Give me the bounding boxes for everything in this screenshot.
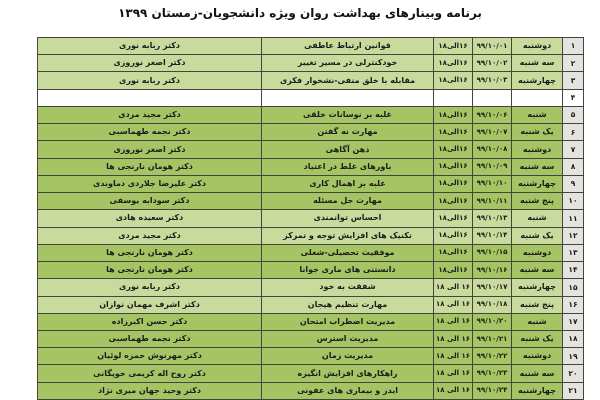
row-day-cell (511, 90, 562, 106)
table-row (38, 159, 583, 176)
row-topic-cell: غلبه بر نوسانات خلقی (261, 107, 433, 123)
row-day-cell: شنبه (511, 314, 562, 330)
row-date-cell: ۹۹/۱۰/۱۵ (472, 245, 511, 261)
row-date-cell: ۹۹/۱۰/۱۴ (472, 228, 511, 244)
row-number-cell: ۱۲ (562, 228, 583, 244)
row-date-cell: ۹۹/۱۰/۰۷ (472, 124, 511, 140)
row-number-cell: ۲۱ (562, 383, 583, 399)
row-day-cell: سه شنبه (511, 262, 562, 278)
row-day-cell: دوشنبه (511, 141, 562, 157)
row-time-cell: ۱۶الی۱۸ (433, 210, 472, 226)
row-time-cell: ۱۶الی۱۸ (433, 72, 472, 88)
row-number-cell: ۴ (562, 90, 583, 106)
row-number-cell: ۳ (562, 72, 583, 88)
row-time-cell: ۱۶الی۱۸ (433, 228, 472, 244)
row-topic-cell: غلبه بر اهمال کاری (261, 176, 433, 192)
table-row (38, 297, 583, 314)
row-presenter-cell: دکتر ربابه نوری (119, 75, 180, 85)
row-number-cell: ۲۰ (562, 365, 583, 381)
row-date-cell: ۹۹/۱۰/۰۶ (472, 107, 511, 123)
row-number-cell: ۱۳ (562, 245, 583, 261)
row-date-cell: ۹۹/۱۰/۱۷ (472, 279, 511, 295)
row-number-cell: ۵ (562, 107, 583, 123)
row-time-cell: ۱۶الی۱۸ (433, 141, 472, 157)
row-time-cell: ۱۶الی۱۸ (433, 55, 472, 71)
row-topic-cell: مدیریت زمان (261, 348, 433, 364)
row-number-cell: ۶ (562, 124, 583, 140)
table-row (38, 348, 583, 365)
row-time-cell: ۱۶الی۱۸ (433, 124, 472, 140)
row-number-cell: ۷ (562, 141, 583, 157)
row-time-cell: ۱۶الی۱۸ (433, 107, 472, 123)
row-day-cell: چهارشنبه (511, 176, 562, 192)
table-row (38, 193, 583, 210)
table-row (38, 176, 583, 193)
row-day-cell: شنبه (511, 210, 562, 226)
row-topic-cell: مهارت نه گفتن (261, 124, 433, 140)
row-time-cell: ۱۶الی۱۸ (433, 176, 472, 192)
row-date-cell: ۹۹/۱۰/۱۱ (472, 193, 511, 209)
row-number-cell: ۱۱ (562, 210, 583, 226)
row-day-cell: چهارشنبه (511, 279, 562, 295)
row-time-cell: ۱۶الی۱۸ (433, 38, 472, 54)
row-date-cell: ۹۹/۱۰/۰۲ (472, 55, 511, 71)
row-presenter-cell: دکتر هومان نارنجی ها (106, 247, 193, 257)
row-topic-cell (261, 90, 433, 106)
row-date-cell: ۹۹/۱۰/۰۹ (472, 159, 511, 175)
row-presenter-cell: دکتر علیرضا جلاردی دماوندی (93, 178, 206, 188)
row-topic-cell: مدیریت اضطراب امتحان (261, 314, 433, 330)
row-date-cell: ۹۹/۱۰/۰۳ (472, 72, 511, 88)
row-topic-cell: راهکارهای افزایش انگیزه (261, 365, 433, 381)
table-row (38, 245, 583, 262)
row-time-cell: ۱۶الی۱۸ (433, 245, 472, 261)
row-time-cell: ۱۶ الی ۱۸ (433, 365, 472, 381)
row-topic-cell: مهارت حل مسئله (261, 193, 433, 209)
table-row (38, 38, 583, 55)
row-time-cell: ۱۶الی۱۸ (433, 262, 472, 278)
table-row (38, 365, 583, 382)
table-row (38, 210, 583, 227)
row-presenter-cell: دکتر نجمه طهماسبی (108, 334, 191, 344)
row-day-cell: دوشنبه (511, 348, 562, 364)
row-time-cell (433, 90, 472, 106)
row-number-cell: ۹ (562, 176, 583, 192)
row-day-cell: چهارشنبه (511, 72, 562, 88)
table-row (38, 55, 583, 72)
row-number-cell: ۱۴ (562, 262, 583, 278)
row-topic-cell: ذهن آگاهی (261, 141, 433, 157)
table-row (38, 124, 583, 141)
row-time-cell: ۱۶ الی ۱۸ (433, 331, 472, 347)
row-date-cell: ۹۹/۱۰/۱۶ (472, 262, 511, 278)
row-day-cell: پنج شنبه (511, 193, 562, 209)
row-topic-cell: مهارت تنظیم هیجان (261, 297, 433, 313)
row-number-cell: ۱۵ (562, 279, 583, 295)
row-presenter-cell: دکتر روح اله کریمی خویگانی (93, 368, 206, 378)
row-presenter-cell: دکتر مجید مردی (118, 230, 181, 240)
row-presenter-cell: دکتر حسن اکبرزاده (111, 316, 188, 326)
row-presenter-cell: دکتر ربابه نوری (119, 282, 180, 292)
row-topic-cell: موفقیت تحصیلی-شغلی (261, 245, 433, 261)
table-row (38, 383, 583, 399)
row-topic-cell: قوانین ارتباط عاطفی (261, 38, 433, 54)
row-presenter-cell: دکتر سودابه یوسفی (109, 196, 190, 206)
row-date-cell: ۹۹/۱۰/۱۸ (472, 297, 511, 313)
table-row (38, 107, 583, 124)
row-date-cell (472, 90, 511, 106)
row-time-cell: ۱۶ الی ۱۸ (433, 279, 472, 295)
row-day-cell: سه شنبه (511, 365, 562, 381)
row-time-cell: ۱۶الی۱۸ (433, 159, 472, 175)
row-presenter-cell: دکتر اصغر نوروزی (113, 58, 186, 68)
row-presenter-cell: دکتر وحید جهان میری نژاد (98, 385, 201, 395)
table-row (38, 262, 583, 279)
row-number-cell: ۱۰ (562, 193, 583, 209)
row-presenter-cell: دکتر اصغر نوروزی (113, 144, 186, 154)
row-day-cell: چهارشنبه (511, 383, 562, 399)
row-date-cell: ۹۹/۱۰/۲۰ (472, 314, 511, 330)
row-topic-cell: ایدز و بیماری های عفونی (261, 383, 433, 399)
row-topic-cell: مقابله با خلق منفی-نشخوار فکری (261, 72, 433, 88)
row-presenter-cell: دکتر هومان نارنجی ها (106, 265, 193, 275)
table-row (38, 279, 583, 296)
row-topic-cell: مدیریت استرس (261, 331, 433, 347)
row-number-cell: ۸ (562, 159, 583, 175)
row-day-cell: پنج شنبه (511, 297, 562, 313)
row-date-cell: ۹۹/۱۰/۱۳ (472, 210, 511, 226)
row-presenter-cell: دکتر مهرنوش حمزه لوئیان (97, 351, 202, 361)
row-number-cell: ۱۷ (562, 314, 583, 330)
row-day-cell: یک شنبه (511, 124, 562, 140)
page-title: برنامه وبینارهای بهداشت روان ویژه دانشجویان-زمستان ۱۳۹۹ (118, 6, 482, 20)
row-date-cell: ۹۹/۱۰/۲۱ (472, 331, 511, 347)
row-date-cell: ۹۹/۱۰/۰۸ (472, 141, 511, 157)
row-date-cell: ۹۹/۱۰/۲۲ (472, 348, 511, 364)
row-day-cell: دوشنبه (511, 245, 562, 261)
row-time-cell: ۱۶الی۱۸ (433, 193, 472, 209)
row-date-cell: ۹۹/۱۰/۰۱ (472, 38, 511, 54)
row-time-cell: ۱۶ الی ۱۸ (433, 348, 472, 364)
table-row (38, 314, 583, 331)
row-presenter-cell: دکتر مجید مردی (118, 110, 181, 120)
table-row (38, 72, 583, 89)
row-topic-cell: دانستنی های ماری جوانا (261, 262, 433, 278)
row-number-cell: ۱ (562, 38, 583, 54)
row-day-cell: شنبه (511, 107, 562, 123)
table-row (38, 331, 583, 348)
row-number-cell: ۲ (562, 55, 583, 71)
row-topic-cell: شفقت به خود (261, 279, 433, 295)
row-presenter-cell: دکتر نجمه طهماسبی (108, 127, 191, 137)
row-topic-cell: خودکنترلی در مسیر تغییر (261, 55, 433, 71)
row-day-cell: دوشنبه (511, 38, 562, 54)
webinar-schedule-table (37, 37, 584, 400)
row-day-cell: یک شنبه (511, 228, 562, 244)
row-time-cell: ۱۶ الی ۱۸ (433, 314, 472, 330)
row-day-cell: یک شنبه (511, 331, 562, 347)
row-date-cell: ۹۹/۱۰/۱۰ (472, 176, 511, 192)
row-number-cell: ۱۸ (562, 331, 583, 347)
table-row (38, 141, 583, 158)
table-row (38, 90, 583, 107)
row-time-cell: ۱۶ الی ۱۸ (433, 383, 472, 399)
row-topic-cell: تکنیک های افزایش توجه و تمرکز (261, 228, 433, 244)
row-time-cell: ۱۶ الی ۱۸ (433, 297, 472, 313)
row-topic-cell: احساس توانمندی (261, 210, 433, 226)
row-number-cell: ۱۹ (562, 348, 583, 364)
row-presenter-cell: دکتر ربابه نوری (119, 41, 180, 51)
row-presenter-cell: دکتر اشرف مهمان نوازان (99, 299, 200, 309)
row-date-cell: ۹۹/۱۰/۲۴ (472, 383, 511, 399)
row-presenter-cell: دکتر سعیده هادی (115, 213, 184, 223)
row-topic-cell: باورهای غلط در اعتیاد (261, 159, 433, 175)
table-row (38, 228, 583, 245)
row-date-cell: ۹۹/۱۰/۲۳ (472, 365, 511, 381)
row-day-cell: سه شنبه (511, 159, 562, 175)
row-presenter-cell (38, 90, 261, 106)
row-day-cell: سه شنبه (511, 55, 562, 71)
row-number-cell: ۱۶ (562, 297, 583, 313)
row-presenter-cell: دکتر هومان نارنجی ها (106, 161, 193, 171)
